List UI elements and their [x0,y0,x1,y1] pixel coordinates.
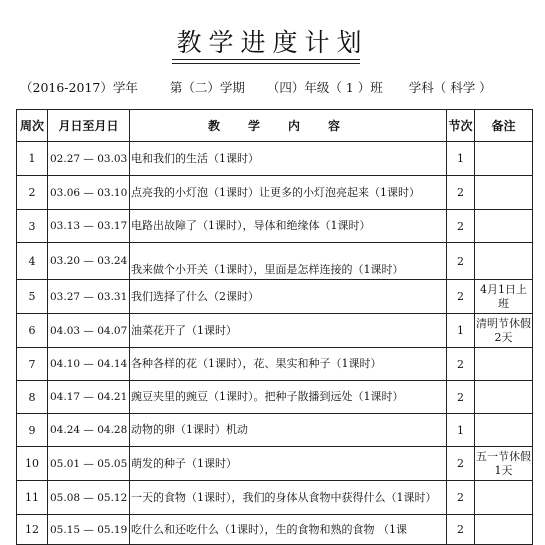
meta-semester: 第（二）学期 [169,80,245,95]
cell-note [475,381,533,414]
cell-date: 05.01 — 05.05 [48,447,130,481]
cell-date: 02.27 — 03.03 [48,142,130,176]
progress-table [16,109,533,545]
cell-hours: 2 [447,210,475,243]
title-underline-thin [172,63,360,64]
cell-content: 电路出故障了（1课时），导体和绝缘体（1课时） [130,210,447,243]
cell-content: 吃什么和还吃什么（1课时），生的食物和熟的食物 （1课 [130,515,447,545]
cell-hours: 2 [447,515,475,545]
cell-date: 04.03 — 04.07 [48,314,130,348]
title-underline [172,59,360,60]
cell-week: 9 [17,414,48,447]
table-row [17,481,533,515]
cell-content: 动物的卵（1课时）机动 [130,414,447,447]
table-row [17,210,533,243]
cell-note [475,414,533,447]
cell-date: 03.27 — 03.31 [48,280,130,314]
meta-subject: 学科（ 科学 ） [408,80,492,95]
cell-date: 03.13 — 03.17 [48,210,130,243]
cell-date: 04.24 — 04.28 [48,414,130,447]
cell-hours: 2 [447,348,475,381]
cell-week: 1 [17,142,48,176]
cell-week: 2 [17,176,48,210]
cell-week: 8 [17,381,48,414]
table-row [17,414,533,447]
meta-year: （2016-2017）学年 [20,80,138,95]
cell-content: 点亮我的小灯泡（1课时）让更多的小灯泡亮起来（1课时） [130,176,447,210]
cell-hours: 1 [447,414,475,447]
cell-week: 5 [17,280,48,314]
cell-note [475,348,533,381]
header-hours: 节次 [447,110,475,142]
cell-hours: 1 [447,142,475,176]
meta-class: （四）年级（ 1 ）班 [266,80,383,95]
header-week: 周次 [17,110,48,142]
table-row [17,348,533,381]
cell-date: 03.20 — 03.24 [48,243,130,280]
cell-week: 12 [17,515,48,545]
cell-week: 6 [17,314,48,348]
cell-week: 7 [17,348,48,381]
table-row [17,280,533,314]
cell-hours: 2 [447,243,475,280]
table-row [17,243,533,280]
cell-note [475,142,533,176]
cell-note [475,176,533,210]
table-row [17,381,533,414]
cell-date: 03.06 — 03.10 [48,176,130,210]
cell-note [475,515,533,545]
cell-content: 我们选择了什么（2课时） [130,280,447,314]
cell-week: 10 [17,447,48,481]
header-date: 月日至月日 [48,110,130,142]
cell-content: 油菜花开了（1课时） [130,314,447,348]
cell-content: 各种各样的花（1课时），花、果实和种子（1课时） [130,348,447,381]
cell-note [475,243,533,280]
cell-hours: 2 [447,481,475,515]
header-content: 教学内容 [130,110,447,142]
table-row [17,447,533,481]
cell-note [475,210,533,243]
table-row [17,314,533,348]
cell-content: 我来做个小开关（1课时），里面是怎样连接的（1课时） [130,243,447,280]
cell-content: 萌发的种子（1课时） [130,447,447,481]
cell-week: 11 [17,481,48,515]
cell-note: 清明节休假2天 [475,314,533,348]
cell-date: 05.08 — 05.12 [48,481,130,515]
cell-date: 05.15 — 05.19 [48,515,130,545]
table-header-row [17,110,533,142]
cell-week: 4 [17,243,48,280]
cell-week: 3 [17,210,48,243]
cell-note: 五一节休假1天 [475,447,533,481]
cell-date: 04.17 — 04.21 [48,381,130,414]
cell-note: 4月1日上班 [475,280,533,314]
cell-content: 豌豆夹里的豌豆（1课时）。把种子散播到远处（1课时） [130,381,447,414]
cell-content: 电和我们的生活（1课时） [130,142,447,176]
cell-hours: 2 [447,176,475,210]
header-note: 备注 [475,110,533,142]
cell-hours: 1 [447,314,475,348]
cell-hours: 2 [447,381,475,414]
cell-note [475,481,533,515]
table-row [17,176,533,210]
plan-meta [20,78,492,96]
cell-hours: 2 [447,280,475,314]
table-row [17,142,533,176]
table-row [17,515,533,545]
page-title: 教学进度计划 [176,28,369,57]
cell-content: 一天的食物（1课时），我们的身体从食物中获得什么（1课时） [130,481,447,515]
cell-date: 04.10 — 04.14 [48,348,130,381]
cell-hours: 2 [447,447,475,481]
